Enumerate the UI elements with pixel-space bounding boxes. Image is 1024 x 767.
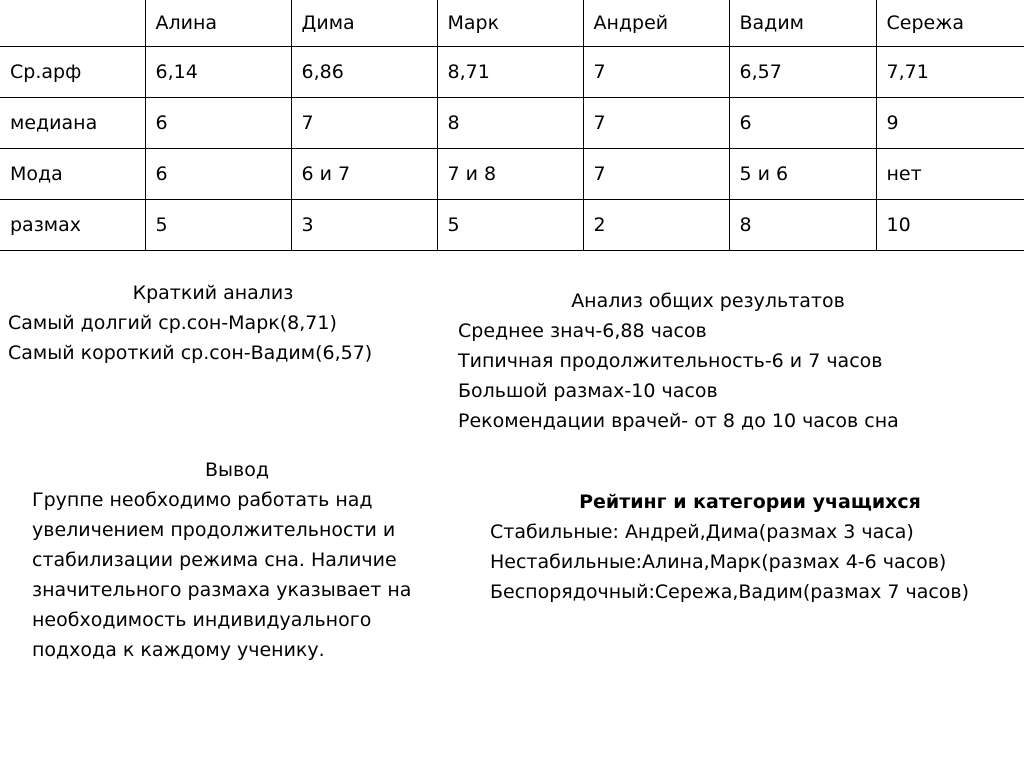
table-cell: 6,86 [291,47,437,98]
table-cell: 6 [145,149,291,200]
overall-analysis-line: Среднее знач-6,88 часов [458,320,707,342]
table-cell: нет [876,149,1024,200]
table-cell: 3 [291,200,437,251]
table-row [0,47,1024,98]
row-label: медиана [0,98,145,149]
rating-categories [490,487,1020,607]
conclusion-line: значительного размаха указывает на [32,579,412,601]
table-cell: 5 [437,200,583,251]
table-cell: 7 и 8 [437,149,583,200]
table-cell: 5 [145,200,291,251]
conclusion-line: подхода к каждому ученику. [32,639,325,661]
table-cell: 6 [729,98,876,149]
rating-heading: Рейтинг и категории учащихся [579,491,921,513]
table-cell: 6 [145,98,291,149]
overall-analysis-heading: Анализ общих результатов [571,290,845,312]
conclusion-line: Группе необходимо работать над [32,489,373,511]
row-label: Ср.арф [0,47,145,98]
table-cell: 10 [876,200,1024,251]
rating-line: Беспорядочный:Сережа,Вадим(размах 7 часов) [490,581,970,603]
column-header: Марк [437,0,583,47]
brief-analysis-line: Самый короткий ср.сон-Вадим(6,57) [8,342,373,364]
table-cell: 6 и 7 [291,149,437,200]
table-cell: 2 [583,200,729,251]
table-cell: 8 [729,200,876,251]
column-header: Дима [291,0,437,47]
row-label: Мода [0,149,145,200]
table-cell: 7 [291,98,437,149]
table-cell: 8 [437,98,583,149]
column-header: Вадим [729,0,876,47]
brief-analysis-line: Самый долгий ср.сон-Марк(8,71) [8,312,337,334]
overall-analysis-line: Типичная продолжительность-6 и 7 часов [458,350,883,372]
table-header-row [0,0,1024,47]
table-cell: 8,71 [437,47,583,98]
sleep-stats-table [0,0,1024,251]
table-row [0,200,1024,251]
table-cell: 5 и 6 [729,149,876,200]
row-label: размах [0,200,145,251]
table-cell: 9 [876,98,1024,149]
brief-analysis-heading: Краткий анализ [132,282,294,304]
table-cell: 7 [583,149,729,200]
table-row [0,98,1024,149]
rating-line: Стабильные: Андрей,Дима(размах 3 часа) [490,521,914,543]
conclusion [32,455,452,665]
column-header: Алина [145,0,291,47]
brief-analysis [8,278,428,368]
overall-analysis [458,286,1018,436]
conclusion-line: стабилизации режима сна. Наличие [32,549,397,571]
table-cell: 6,14 [145,47,291,98]
conclusion-line: увеличением продолжительности и [32,519,396,541]
conclusion-line: необходимость индивидуального [32,609,372,631]
table-cell: 7 [583,47,729,98]
overall-analysis-line: Рекомендации врачей- от 8 до 10 часов сна [458,410,899,432]
table-row [0,149,1024,200]
table-corner-cell [0,0,145,47]
rating-line: Нестабильные:Алина,Марк(размах 4-6 часов) [490,551,947,573]
table-cell: 6,57 [729,47,876,98]
conclusion-heading: Вывод [205,459,269,481]
overall-analysis-line: Большой размах-10 часов [458,380,718,402]
table-cell: 7,71 [876,47,1024,98]
column-header: Андрей [583,0,729,47]
column-header: Сережа [876,0,1024,47]
table-cell: 7 [583,98,729,149]
